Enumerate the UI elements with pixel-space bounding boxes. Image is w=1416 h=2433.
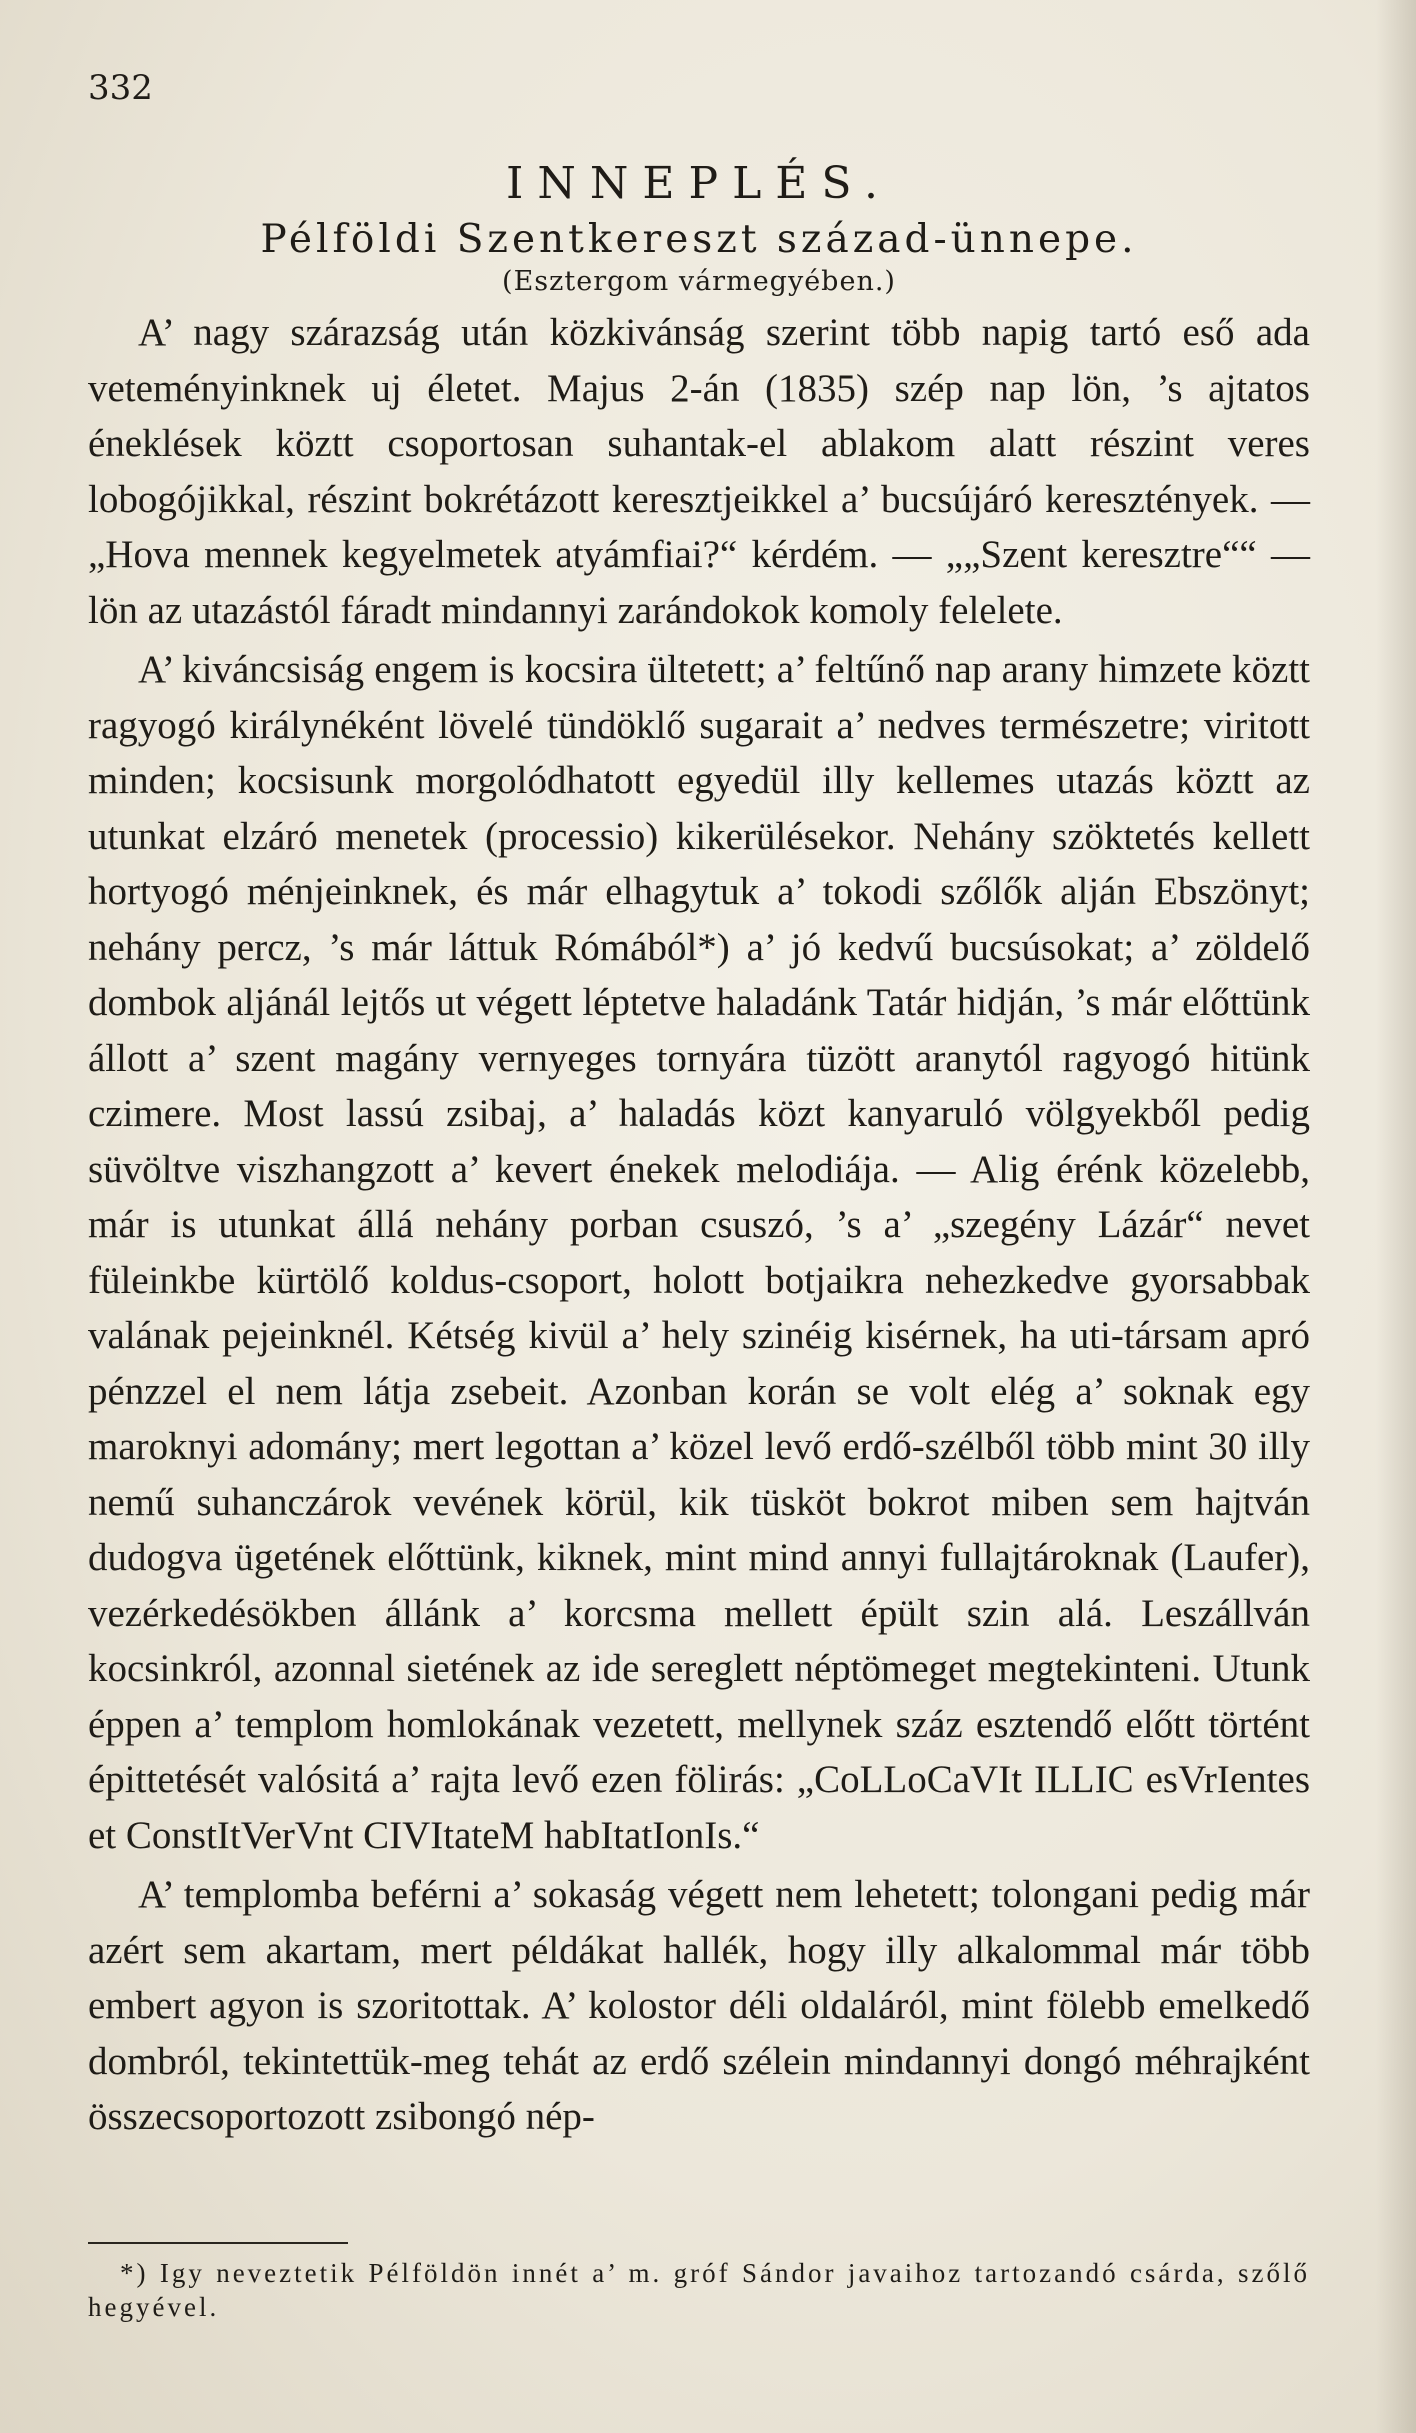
footnote-divider [88, 2242, 348, 2244]
paragraph: A’ kiváncsiság engem is kocsira ültetett; a’ feltűnő nap arany himzete köztt ragyogó királynéként lövelé tündöklő sugarait a’ nedves természetre; viritott minden; kocsisunk morgolódhatott egyedül illy kellemes utazás köztt az utunkat elzáró menetek (processio) kikerülésekor. Nehány szöktetés kellett hortyogó ménjeinknek, és már elhagytuk a’ tokodi szőlők alján Ebszönyt; nehány percz, ’s már láttuk Rómából*) a’ jó kedvű bucsúsokat; a’ zöldelő dombok aljánál lejtős ut végett léptetve haladánk Tatár hidján, ’s már előttünk állott a’ szent magány vernyeges tornyára tüzött aranytól ragyogó hitünk czimere. Most lassú zsibaj, a’ haladás közt kanyaruló völgyekből pedig süvöltve viszhangzott a’ kevert énekek melodiája. — Alig érénk közelebb, már is utunkat állá nehány porban csuszó, ’s a’ „szegény Lázár“ nevet füleinkbe kürtölő koldus-csoport, holott botjaikra nehezkedve gyorsabbak valának pejeinknél. Kétség kivül a’ hely szinéig kisérnek, ha uti-társam apró pénzzel el nem látja zsebeit. Azonban korán se volt elég a’ soknak egy maroknyi adomány; mert legottan a’ közel levő erdő-szélből több mint 30 illy nemű suhanczárok vevének körül, kik tüsköt bokrot miben sem hajtván dudogva ügetének előttünk, kiknek, mint mind annyi fullajtároknak (Laufer), vezérkedésökben állánk a’ korcsma mellett épült szin alá. Leszállván kocsinkról, azonnal sietének az ide sereglett néptömeget megtekinteni. Utunk éppen a’ templom homlokának vezetett, mellynek száz esztendő előtt történt épittetését valósitá a’ rajta levő ezen fölirás: „CoLLoCaVIt ILLIC esVrIentes et ConstItVerVnt CIVItateM habItatIonIs.“ [88, 648, 1310, 1857]
article-title: INNEPLÉS. [505, 158, 892, 209]
article-location: (Esztergom vármegyében.) [502, 266, 896, 297]
paragraph: A’ templomba beférni a’ sokaság végett nem lehetett; tolongani pedig már azért sem akartam, mert példákat hallék, hogy illy alkalommal már több embert agyon is szoritottak. A’ kolostor déli oldaláról, mint fölebb emelkedő dombról, tekintettük-meg tehát az erdő szélein mindannyi dongó méhrajként összecsoportozott zsibongó nép- [88, 1873, 1310, 2138]
article-subtitle: Pélföldi Szentkereszt század-ünnepe. [260, 217, 1138, 262]
footnote: *) Igy neveztetik Pélföldön innét a’ m. gróf Sándor javaihoz tartozandó csárda, szőlő hegyével. [88, 2258, 1310, 2322]
paragraph: A’ nagy szárazság után közkivánság szerint több napig tartó eső ada veteményinknek uj életet. Majus 2-án (1835) szép nap lön, ’s ajtatos éneklések köztt csoportosan suhantak-el ablakom alatt részint veres lobogójikkal, részint bokrétázott keresztjeikkel a’ bucsújáró keresztények. — „Hova mennek kegyelmetek atyámfiai?“ kérdém. — „„Szent keresztre““ — lön az utazástól fáradt mindannyi zarándokok komoly felelete. [88, 311, 1310, 632]
article [88, 158, 1310, 2145]
page-number: 332 [88, 68, 153, 108]
